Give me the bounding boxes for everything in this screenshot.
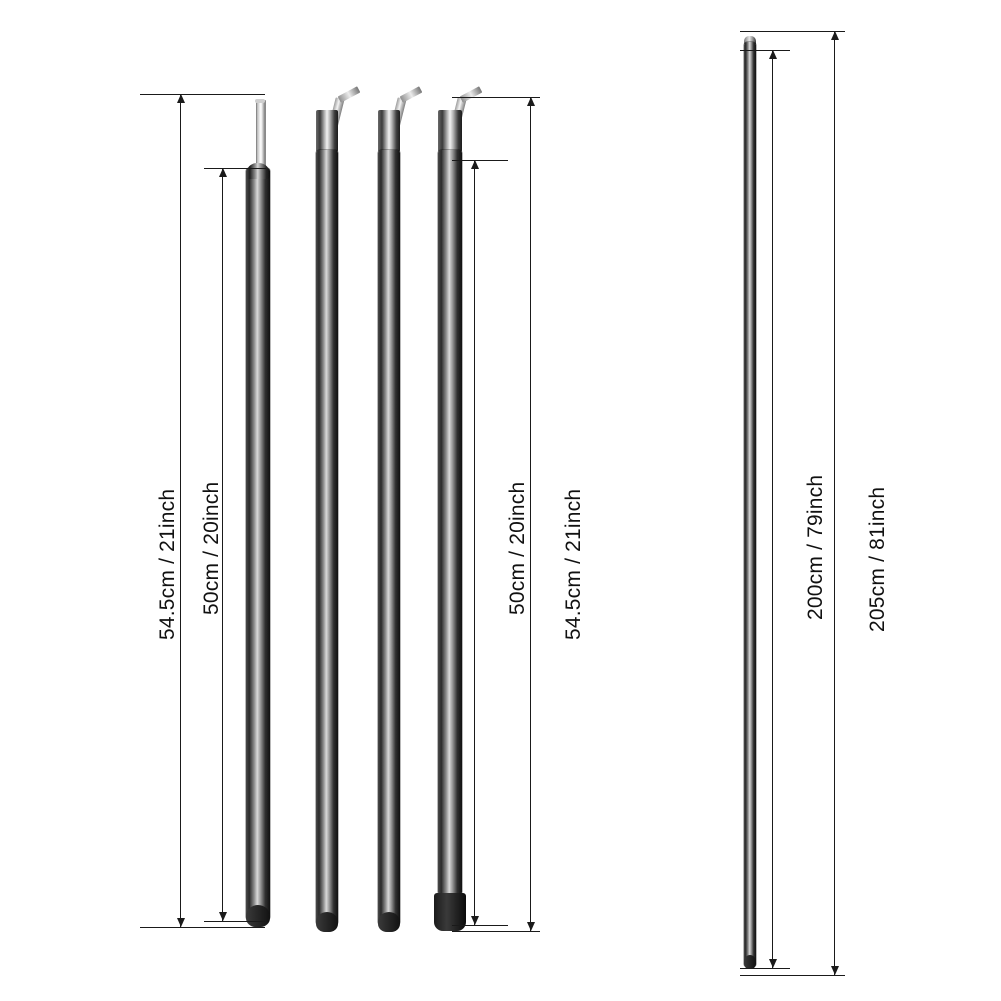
pole-bottom-tip bbox=[744, 955, 756, 969]
dimension-label-mid-inner: 50cm / 20inch bbox=[506, 481, 529, 615]
dimension-label-left-outer: 54.5cm / 21inch bbox=[156, 488, 179, 640]
pole-ferrule bbox=[438, 110, 462, 152]
pole-body bbox=[246, 168, 270, 920]
pole-bottom-tip bbox=[246, 905, 270, 927]
pole-bottom-tip bbox=[316, 912, 338, 932]
inner-rod-cap bbox=[255, 99, 265, 103]
pole-body bbox=[744, 42, 756, 967]
pole-body bbox=[378, 150, 400, 925]
dimension-label-mid-outer: 54.5cm / 21inch bbox=[562, 488, 585, 640]
pole-body bbox=[438, 150, 462, 895]
pole-bottom-tip bbox=[378, 912, 400, 932]
pole-ferrule bbox=[316, 110, 338, 152]
dimension-label-right-outer: 205cm / 81inch bbox=[866, 486, 889, 632]
dimension-label-left-inner: 50cm / 20inch bbox=[200, 481, 223, 615]
pole-body bbox=[316, 150, 338, 925]
pole-top-cap bbox=[246, 163, 270, 179]
dimension-label-right-inner: 200cm / 79inch bbox=[804, 474, 827, 620]
pole-ferrule bbox=[378, 110, 400, 152]
